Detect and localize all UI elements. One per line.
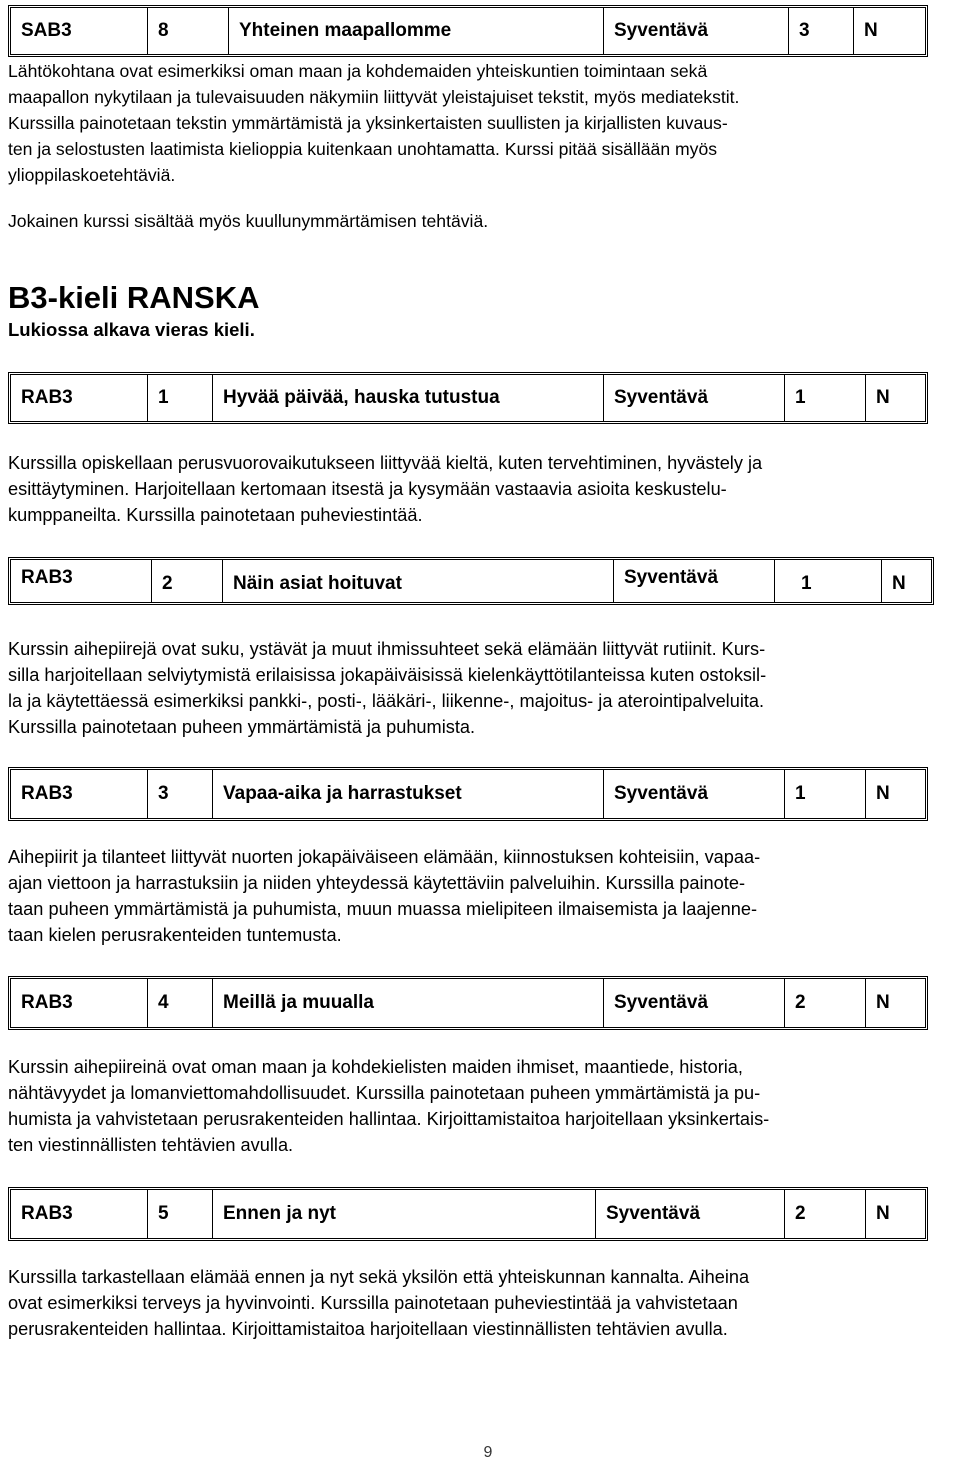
text-line: taan kielen perusrakenteiden tuntemusta. <box>8 925 342 945</box>
sab3-description <box>8 58 958 188</box>
course-header-rab3-5 <box>8 1187 928 1241</box>
text-line: la ja käytettäessä esimerkiksi pankki-, posti-, lääkäri-, liikenne-, majoitus- ja aterointipalveluita. <box>8 691 765 711</box>
course-header-rab3-1 <box>8 372 928 424</box>
course-code: RAB3 <box>21 567 73 588</box>
text-line: ylioppilaskoetehtäviä. <box>8 165 176 185</box>
course-title: Meillä ja muualla <box>213 979 604 1027</box>
course-header-rab3-4 <box>8 976 928 1030</box>
course-flag: N <box>854 8 926 54</box>
text-line: perusrakenteiden hallintaa. Kirjoittamistaitoa harjoitellaan viestinnällisten tehtävien avulla. <box>8 1319 728 1339</box>
course-header-sab3-8 <box>8 5 928 57</box>
course-level: Syventävä <box>614 560 775 602</box>
course-title: Näin asiat hoituvat <box>223 560 614 602</box>
course-number: 3 <box>148 770 213 818</box>
course-number: 1 <box>148 375 213 421</box>
text-line: ten viestinnällisten tehtävien avulla. <box>8 1135 294 1155</box>
course-title: Hyvää päivää, hauska tutustua <box>213 375 604 421</box>
course-title: Vapaa-aika ja harrastukset <box>213 770 604 818</box>
text-line: ovat esimerkiksi terveys ja hyvinvointi. Kurssilla painotetaan puheviestintää ja vahvistetaan <box>8 1293 738 1313</box>
course-number: 4 <box>148 979 213 1027</box>
course-description <box>8 450 958 528</box>
text-line: Kurssilla tarkastellaan elämää ennen ja nyt sekä yksilön että yhteiskunnan kannalta. Aiheina <box>8 1267 750 1287</box>
course-header-rab3-2 <box>8 557 934 605</box>
text-line: Lähtökohtana ovat esimerkiksi oman maan ja kohdemaiden yhteiskuntien toimintaan sekä <box>8 61 708 81</box>
course-code: RAB3 <box>21 783 73 804</box>
course-level: Syventävä <box>604 8 789 54</box>
course-code: RAB3 <box>21 1203 73 1224</box>
course-credits: 2 <box>785 1190 866 1238</box>
course-description <box>8 636 958 740</box>
section-title: B3-kieli RANSKA <box>8 280 260 315</box>
course-title: Ennen ja nyt <box>213 1190 596 1238</box>
course-number: 2 <box>152 560 223 602</box>
course-description <box>8 1054 958 1158</box>
course-credits: 1 <box>785 770 866 818</box>
text-line: Aihepiirit ja tilanteet liittyvät nuorten jokapäiväiseen elämään, kiinnostuksen kohteisiin, vapaa- <box>8 847 761 867</box>
course-number: 8 <box>148 8 229 54</box>
course-header-rab3-3 <box>8 767 928 821</box>
course-title: Yhteinen maapallomme <box>229 8 604 54</box>
listening-note: Jokainen kurssi sisältää myös kuullunymmärtämisen tehtäviä. <box>8 211 489 231</box>
course-credits: 2 <box>785 979 866 1027</box>
course-credits: 1 <box>785 375 866 421</box>
course-flag: N <box>866 1190 926 1238</box>
page-number: 9 <box>483 1444 493 1461</box>
text-line: Kurssilla painotetaan tekstin ymmärtämistä ja yksinkertaisten suullisten ja kirjallisten kuvaus- <box>8 113 728 133</box>
text-line: humista ja vahvistetaan perusrakenteiden hallintaa. Kirjoittamistaitoa harjoitellaan yksinkertais- <box>8 1109 770 1129</box>
section-subtitle: Lukiossa alkava vieras kieli. <box>8 319 255 340</box>
text-line: ten ja selostusten laatimista kielioppia kuitenkaan unohtamatta. Kurssi pitää sisällään myös <box>8 139 718 159</box>
course-flag: N <box>866 979 926 1027</box>
text-line: esittäytyminen. Harjoitellaan kertomaan itsestä ja kysymään vastaavia asioita keskustelu- <box>8 479 727 499</box>
course-credits: 3 <box>789 8 854 54</box>
course-code: RAB3 <box>21 992 73 1013</box>
text-line: Kurssin aihepiirejä ovat suku, ystävät ja muut ihmissuhteet sekä elämään liittyvät rutiinit. Kurs- <box>8 639 766 659</box>
course-level: Syventävä <box>604 770 785 818</box>
course-description <box>8 1264 958 1342</box>
course-flag: N <box>866 770 926 818</box>
course-description <box>8 844 958 948</box>
course-code: SAB3 <box>21 20 72 41</box>
course-number: 5 <box>148 1190 213 1238</box>
text-line: Kurssilla painotetaan puheen ymmärtämistä ja puhumista. <box>8 717 476 737</box>
course-credits: 1 <box>775 560 882 602</box>
text-line: ajan viettoon ja harrastuksiin ja niiden yhteydessä käytettäviin palveluihin. Kurssilla painote- <box>8 873 746 893</box>
text-line: maapallon nykytilaan ja tulevaisuuden näkymiin liittyvät yleistajuiset tekstit, myös mediatekstit. <box>8 87 740 107</box>
text-line: nähtävyydet ja lomanviettomahdollisuudet. Kurssilla painotetaan puheen ymmärtämistä ja pu- <box>8 1083 761 1103</box>
course-level: Syventävä <box>604 979 785 1027</box>
text-line: Kurssin aihepiireinä ovat oman maan ja kohdekielisten maiden ihmiset, maantiede, historia, <box>8 1057 743 1077</box>
course-flag: N <box>882 560 932 602</box>
course-code: RAB3 <box>21 387 73 408</box>
text-line: taan puheen ymmärtämistä ja puhumista, muun muassa mielipiteen ilmaisemista ja laajenne- <box>8 899 758 919</box>
text-line: silla harjoitellaan selviytymistä erilaisissa jokapäiväisissä kielenkäyttötilanteissa kuten ostoksil- <box>8 665 767 685</box>
text-line: kumppaneilta. Kurssilla painotetaan puheviestintää. <box>8 505 423 525</box>
course-flag: N <box>866 375 926 421</box>
text-line: Kurssilla opiskellaan perusvuorovaikutukseen liittyvää kieltä, kuten tervehtiminen, hyvästely ja <box>8 453 763 473</box>
course-level: Syventävä <box>596 1190 785 1238</box>
course-level: Syventävä <box>604 375 785 421</box>
